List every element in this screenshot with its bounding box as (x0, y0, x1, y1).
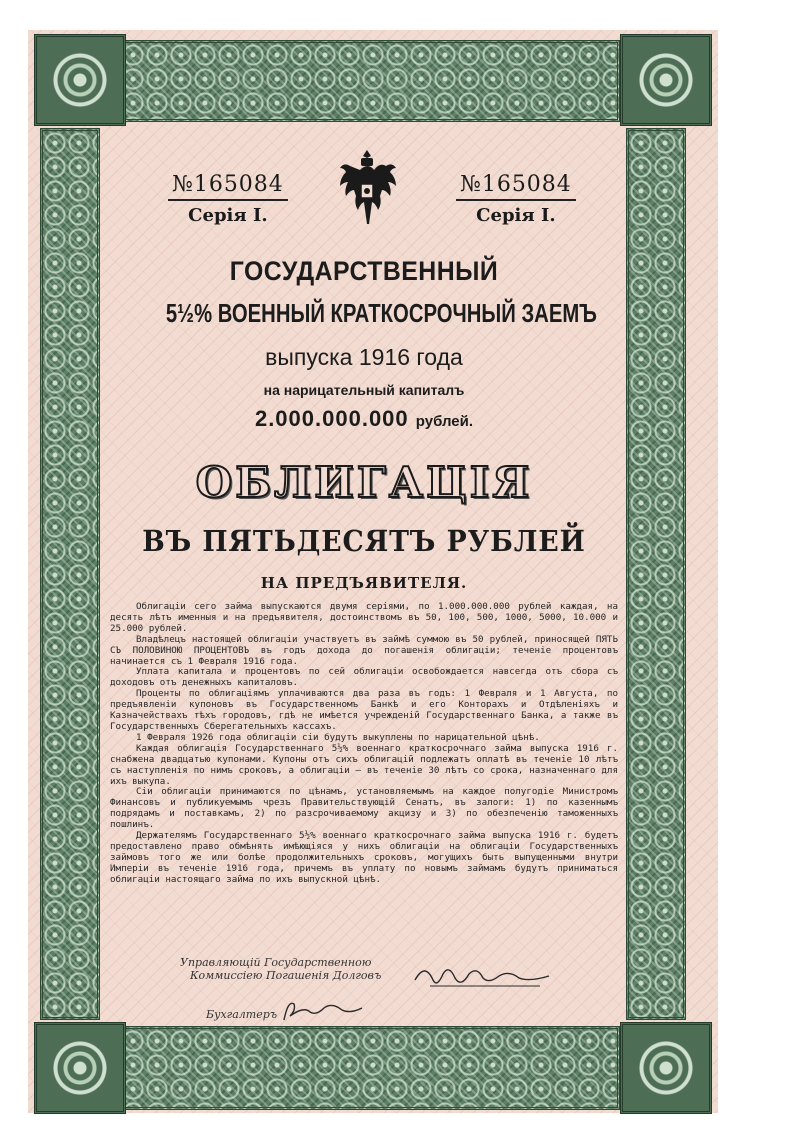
serial-block-right (456, 172, 576, 226)
title-line1: ГОСУДАРСТВЕННЫЙ (229, 256, 499, 286)
capital-unit: рублей. (415, 413, 474, 430)
manager-title-line2: Коммиссіею Погашенія Долговъ (190, 969, 382, 982)
terms-paragraph: Проценты по облигаціямъ уплачиваются два раза въ годъ: 1 Февраля и 1 Августа, по предъявленіи купоновъ въ Государственномъ Банкѣ и его Конторахъ и Отдѣленіяхъ и Казначействахъ тѣхъ городовъ, гдѣ не имѣется учрежденій Государственнаго Банка, а также въ Государственныхъ Сберегательныхъ кассахъ. (110, 688, 618, 732)
manager-signature (410, 960, 560, 990)
serial-number: №165084 (456, 172, 576, 201)
series-label: Серія I. (476, 205, 556, 226)
serial-block-left (168, 172, 288, 226)
corner-ornament-bottom-right (620, 1022, 712, 1114)
title-line2: 5½% ВОЕННЫЙ КРАТКОСРОЧНЫЙ ЗАЕМЪ (165, 298, 597, 328)
corner-ornament-bottom-left (34, 1022, 126, 1114)
accountant-caption: Бухгалтеръ (206, 1008, 278, 1021)
border-left (40, 128, 100, 1020)
issue-year: выпуска 1916 года (265, 344, 463, 370)
denomination: ВЪ ПЯТЬДЕСЯТЪ РУБЛЕЙ (142, 524, 586, 558)
terms-paragraph: Каждая облигація Государственнаго 5½% военнаго краткосрочнаго займа выпуска 1916 г. снабжена двадцатью купонами. Купоны отъ сихъ облигацій подлежатъ оплатѣ въ теченіе 10 лѣтъ съ наступленія по нимъ сроковъ, а облигаціи — въ теченіе 30 лѣтъ со срока, назначеннаго для ихъ выкупа. (110, 742, 618, 787)
capital-line (110, 406, 618, 432)
serial-number: №165084 (168, 172, 288, 201)
capital-amount: 2.000.000.000 (254, 406, 409, 431)
terms-paragraph: Владѣлецъ настоящей облигаціи участвуетъ въ займѣ суммою въ 50 рублей, приносящей ПЯТЬ СЪ ПОЛОВИНОЮ ПРОЦЕНТОВЪ въ годъ дохода до погашенія облигаціи; теченіе процентовъ начинается съ 1 Февраля 1916 года. (110, 633, 618, 667)
corner-ornament-top-right (620, 34, 712, 126)
terms-paragraph: Облигаціи сего займа выпускаются двумя серіями, по 1.000.000.000 рублей каждая, на десять лѣтъ именныя и на предъявителя, достоинствомъ въ 50, 100, 500, 1000, 5000, 10.000 и 25.000 рублей. (110, 601, 618, 634)
bond-content (110, 128, 618, 1020)
series-label: Серія I. (188, 205, 268, 226)
accountant-signature (278, 996, 368, 1024)
terms-paragraph: Уплата капитала и процентовъ по сей облигаціи освобождается навсегда отъ сбора съ доходовъ отъ денежныхъ капиталовъ. (110, 666, 618, 689)
border-bottom (94, 1026, 620, 1110)
double-headed-eagle-icon (336, 148, 398, 244)
terms-paragraph: Сіи облигаціи принимаются по цѣнамъ, установляемымъ на каждое полугодіе Министромъ Финансовъ и публикуемымъ чрезъ Правительствующій Сенатъ, въ залоги: 1) по казеннымъ подрядамъ и поставкамъ, 2) по разсрочиваемому акцизу и 3) по обезпеченію таможенныхъ пошлинъ. (110, 786, 618, 831)
capital-label: на нарицательный капиталъ (263, 382, 465, 398)
border-top (94, 40, 620, 122)
terms-paragraph: Держателямъ Государственнаго 5½% военнаго краткосрочнаго займа выпуска 1916 г. будетъ предоставлено право обмѣнять имѣющіяся у нихъ облигаціи на облигаціи Государственныхъ займовъ того же или болѣе продолжительныхъ сроковъ, могущихъ быть выпущенными внутри Имперіи въ теченіе 1916 года, причемъ въ уплату по новымъ займамъ будутъ приниматься облигаціи настоящаго займа по ихъ выпускной цѣнѣ. (110, 830, 618, 885)
manager-title-line1: Управляющій Государственною (180, 956, 372, 969)
corner-ornament-top-left (34, 34, 126, 126)
terms-text (110, 602, 618, 886)
bearer-label: НА ПРЕДЪЯВИТЕЛЯ. (260, 574, 468, 592)
manager-signature-caption (180, 956, 381, 982)
bond-heading: ОБЛИГАЦІЯ (195, 458, 533, 507)
border-right (626, 128, 686, 1020)
terms-paragraph: 1 Февраля 1926 года облигаціи сіи будутъ выкуплены по нарицательной цѣнѣ. (136, 731, 540, 743)
